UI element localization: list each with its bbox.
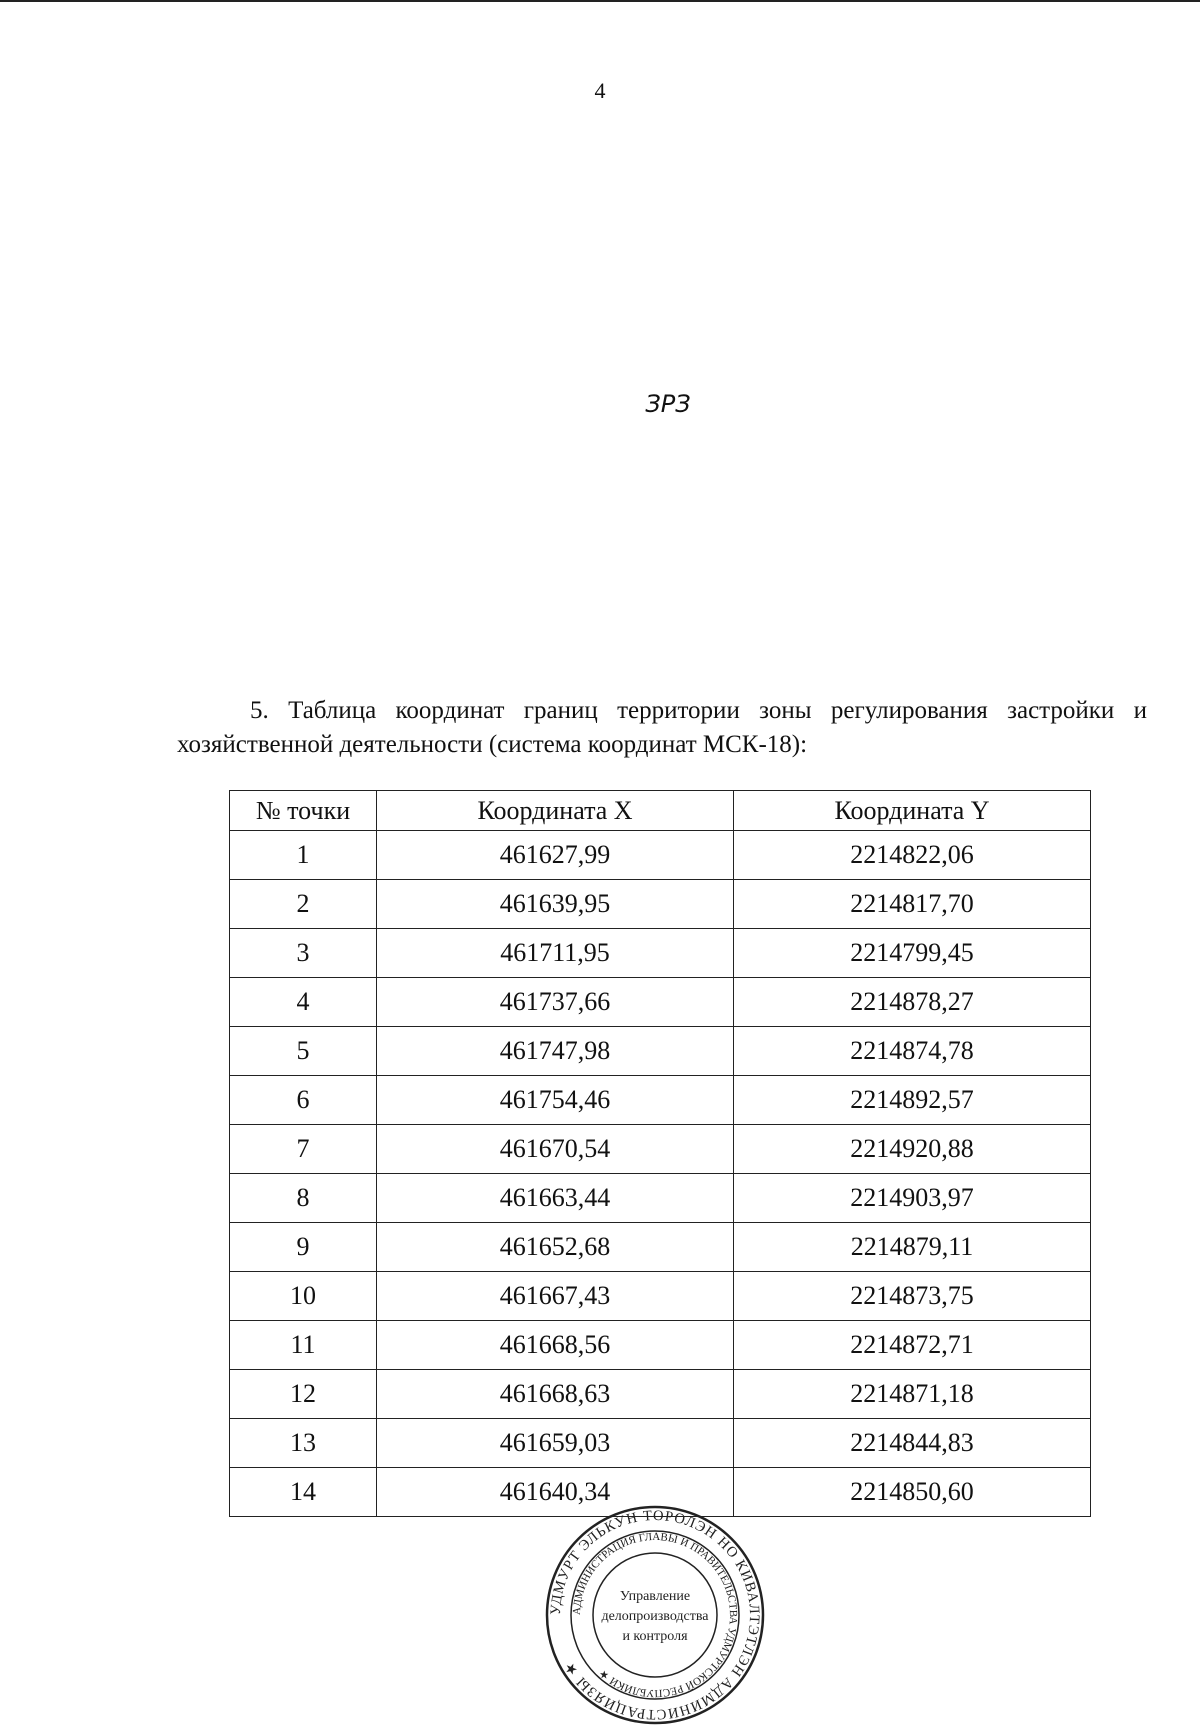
table-row xyxy=(230,1321,1091,1370)
header-coordinate-y: Координата Y xyxy=(734,791,1091,831)
cell-coordinate-y: 2214879,11 xyxy=(734,1223,1091,1272)
cell-point-number: 1 xyxy=(230,831,377,880)
cell-coordinate-x: 461670,54 xyxy=(377,1125,734,1174)
page-number: 4 xyxy=(594,78,606,103)
cell-coordinate-x: 461668,63 xyxy=(377,1370,734,1419)
cell-coordinate-y: 2214871,18 xyxy=(734,1370,1091,1419)
cell-point-number: 2 xyxy=(230,880,377,929)
header-coordinate-x: Координата X xyxy=(377,791,734,831)
table-row xyxy=(230,1076,1091,1125)
coordinates-table xyxy=(229,790,1091,1517)
section-heading: 5. Таблица координат границ территории зоны регулирования застройки и хозяйственной деятельности (система координат МСК-18): xyxy=(177,697,1147,758)
cell-coordinate-y: 2214903,97 xyxy=(734,1174,1091,1223)
seal-center-line-1: Управление xyxy=(619,1589,691,1604)
cell-coordinate-y: 2214878,27 xyxy=(734,978,1091,1027)
table-row xyxy=(230,1272,1091,1321)
seal-outer-ring-text: УДМУРТ ЭЛЬКУН ТОРОЛЭН НО КИВАЛТЭТЛЭН АДМИНИСТРАЦИЯЗЫ ★ xyxy=(547,1507,763,1723)
cell-coordinate-y: 2214872,71 xyxy=(734,1321,1091,1370)
table-row xyxy=(230,880,1091,929)
seal-center-line-2: делопроизводства xyxy=(601,1609,709,1624)
official-seal-stamp xyxy=(540,1500,770,1730)
cell-point-number: 8 xyxy=(230,1174,377,1223)
cell-coordinate-x: 461668,56 xyxy=(377,1321,734,1370)
cell-coordinate-y: 2214844,83 xyxy=(734,1419,1091,1468)
table-row xyxy=(230,1027,1091,1076)
cell-coordinate-y: 2214920,88 xyxy=(734,1125,1091,1174)
cell-coordinate-x: 461659,03 xyxy=(377,1419,734,1468)
boundary-plan-drawing xyxy=(0,0,1200,690)
cell-coordinate-x: 461652,68 xyxy=(377,1223,734,1272)
cell-point-number: 9 xyxy=(230,1223,377,1272)
cell-coordinate-x: 461640,34 xyxy=(377,1468,734,1517)
table-row xyxy=(230,1223,1091,1272)
table-row xyxy=(230,1125,1091,1174)
cell-coordinate-y: 2214874,78 xyxy=(734,1027,1091,1076)
cell-coordinate-x: 461639,95 xyxy=(377,880,734,929)
cell-point-number: 3 xyxy=(230,929,377,978)
table-row xyxy=(230,831,1091,880)
cell-point-number: 14 xyxy=(230,1468,377,1517)
cell-coordinate-x: 461754,46 xyxy=(377,1076,734,1125)
seal-center-line-3: и контроля xyxy=(622,1629,688,1644)
table-row xyxy=(230,1419,1091,1468)
cell-point-number: 6 xyxy=(230,1076,377,1125)
seal-inner-ring-text: АДМИНИСТРАЦИЯ ГЛАВЫ И ПРАВИТЕЛЬСТВА УДМУРТСКОЙ РЕСПУБЛИКИ ★ xyxy=(570,1530,740,1700)
cell-point-number: 5 xyxy=(230,1027,377,1076)
cell-coordinate-x: 461627,99 xyxy=(377,831,734,880)
table-header-row xyxy=(230,791,1091,831)
cell-point-number: 10 xyxy=(230,1272,377,1321)
cell-point-number: 13 xyxy=(230,1419,377,1468)
cell-point-number: 4 xyxy=(230,978,377,1027)
cell-coordinate-y: 2214892,57 xyxy=(734,1076,1091,1125)
cell-coordinate-y: 2214799,45 xyxy=(734,929,1091,978)
cell-point-number: 11 xyxy=(230,1321,377,1370)
table-row xyxy=(230,929,1091,978)
cell-coordinate-x: 461663,44 xyxy=(377,1174,734,1223)
cell-coordinate-y: 2214873,75 xyxy=(734,1272,1091,1321)
cell-coordinate-y: 2214850,60 xyxy=(734,1468,1091,1517)
cell-point-number: 7 xyxy=(230,1125,377,1174)
cell-coordinate-y: 2214822,06 xyxy=(734,831,1091,880)
table-row xyxy=(230,1174,1091,1223)
table-row xyxy=(230,978,1091,1027)
cell-coordinate-x: 461747,98 xyxy=(377,1027,734,1076)
header-point-number: № точки xyxy=(230,791,377,831)
cell-coordinate-x: 461737,66 xyxy=(377,978,734,1027)
cell-coordinate-y: 2214817,70 xyxy=(734,880,1091,929)
cell-point-number: 12 xyxy=(230,1370,377,1419)
zone-label: ЗРЗ xyxy=(645,390,691,418)
cell-coordinate-x: 461711,95 xyxy=(377,929,734,978)
cell-coordinate-x: 461667,43 xyxy=(377,1272,734,1321)
table-row xyxy=(230,1370,1091,1419)
